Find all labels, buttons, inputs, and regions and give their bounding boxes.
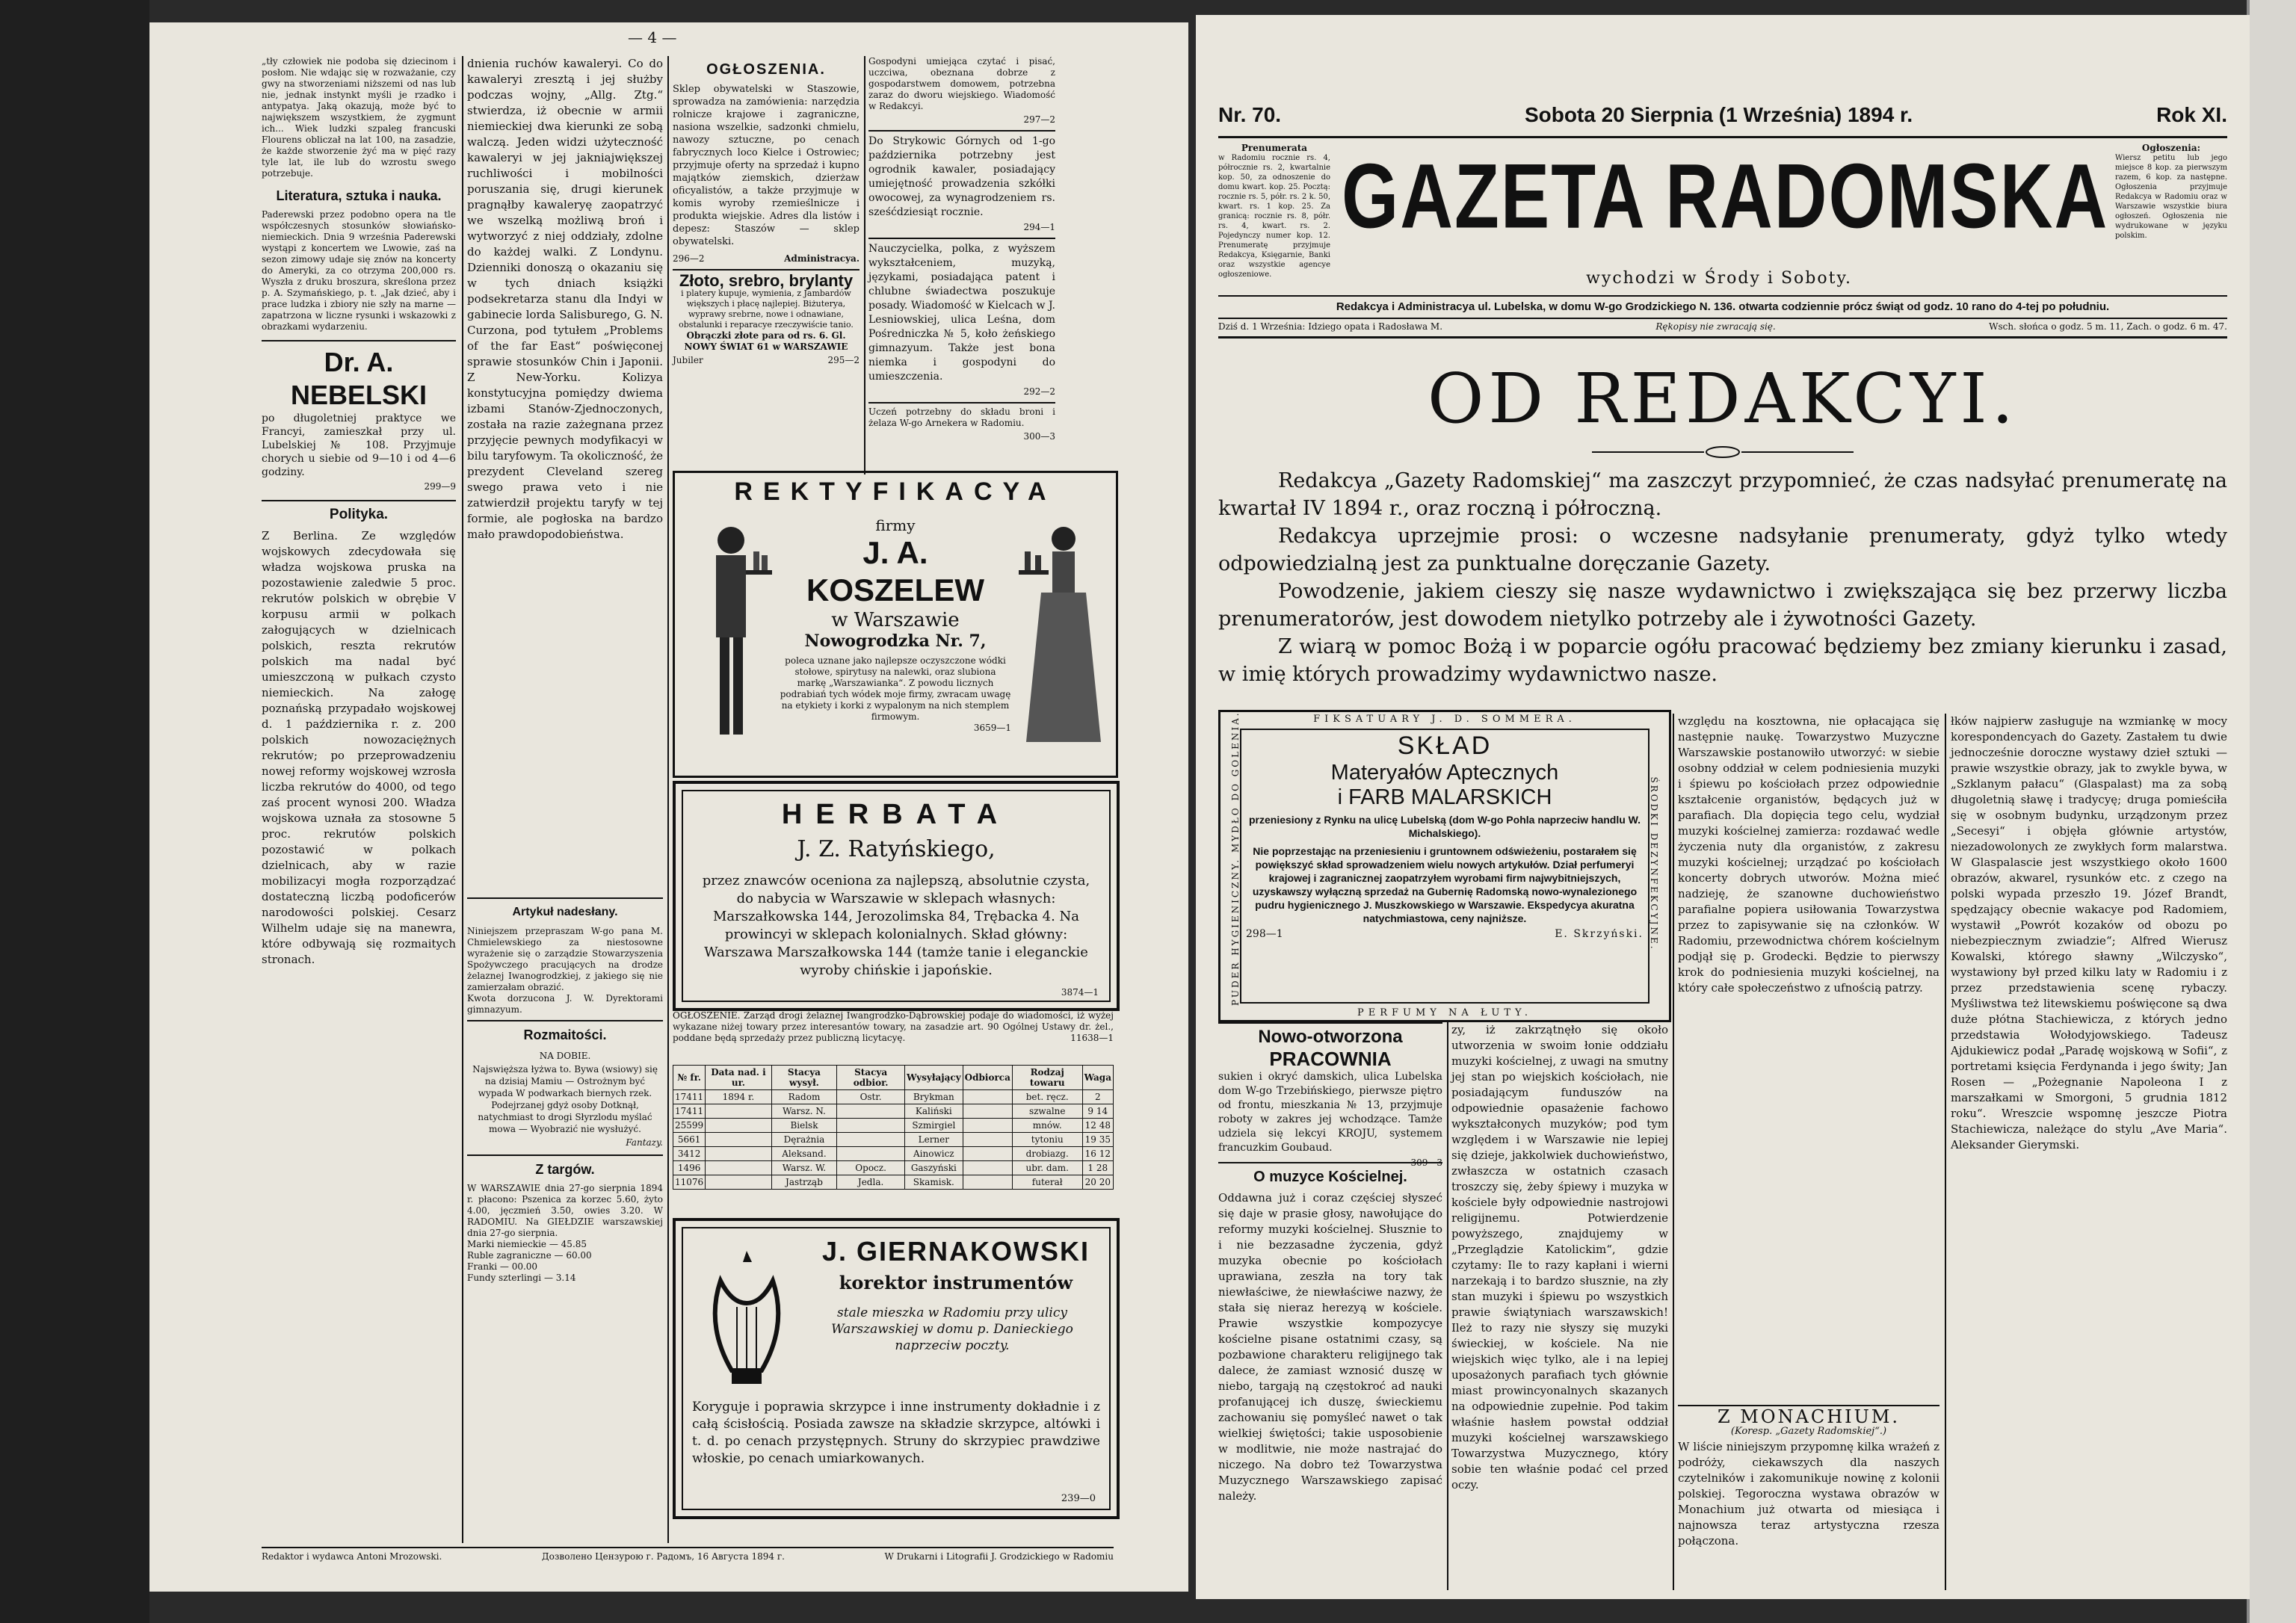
table-cell: bet. ręcz.	[1012, 1090, 1082, 1104]
artykul-sign: Kwota dorzucona J. W. Dyrektorami gimnazyum.	[467, 993, 663, 1015]
waiter-figure-icon	[690, 518, 772, 757]
admin-line: Redakcya i Administracya ul. Lubelska, w domu W-go Grodzickiego N. 136. otwarta codziennie prócz świąt od godz. 10 rano do 4-tej po południu.	[1336, 300, 2110, 313]
sklad-ref: 298—1	[1246, 928, 1283, 940]
table-cell	[963, 1175, 1012, 1190]
muzyka-column-d: względu na kosztowna, nie opłacająca się następnie naukę. Towarzystwo Muzyczne Warszawskie postanowiło utworzyć: w siebie osobny oddział w celem podniesienia muzyki i śpiewu po kościołach przez odpowiednie kształcenie organistów, będących już w parafiach. Dla dopięcia tego celu, wydział muzyki kościelnej zamierza: rozdawać wedle życzenia nuty dla organistów, z zakresu muzyki kościelnej; urządzać po kościołach koncerty dobrych utworów. Można mieć nadzieję, że szanowne duchowieństwo parafialne popiera usiłowania Towarzystwa przez to zapisywanie się na członków. W Radomiu, przewodnictwa chórem kościelnym podjął się p. Grodecki. Będzie to pierwszy krok do podniesienia muzyki kościelnej, na który całe społeczeństwo z ufnością patrzy.	[1678, 714, 1939, 995]
pracownia-text: sukien i okryć damskich, ulica Lubelska dom W-go Trzebińskiego, pierwsze piętro od frontu, mieszkania № 13, przyjmuje roboty w zakres jej wchodzące. Tamże udziela się lekcyi KROJU, systemem francuzkim Goubaud.	[1218, 1071, 1442, 1154]
table-cell: Szmirgiel	[904, 1119, 963, 1133]
table-cell: futerał	[1012, 1175, 1082, 1190]
table-row	[673, 1133, 1114, 1147]
table-cell: Ostr.	[837, 1090, 905, 1104]
table-cell: Dęrażnia	[771, 1133, 837, 1147]
nebelski-ref: 299—9	[424, 481, 456, 492]
table-cell: Warsz. N.	[771, 1104, 837, 1119]
masthead-tagline: wychodzi w Środy i Soboty.	[1586, 269, 1852, 288]
ad-sklep-staszow: Sklep obywatelski w Staszowie, sprowadza na zamówienia: narzędzia rolnicze krajowe i zagraniczne, nasiona wszelkie, sadzonki chmielu, nawozy sztuczne, po cenach fabrycznych loco Kielce i Ostrowiec; przyjmuje oferty na sprzedaż i kupno majątków ziemskich, dzierżaw oficyalistów, a także przyjmuje w komis wyroby rzemieślnicze i produkta wiejskie. Adres dla listów i depesz: Staszów — sklep obywatelski.	[673, 84, 860, 247]
table-row	[673, 1175, 1114, 1190]
ad-zloto-title: Złoto, srebro, brylanty	[679, 271, 854, 290]
table-cell	[963, 1133, 1012, 1147]
ogloszenia-box-text: Wiersz petitu lub jego miejsce 8 kop. za pierwszym razem, 6 kop. za następne. Ogłoszenia przyjmuje Redakcya w Radomiu oraz w Warszawie wszystkie biura ogłoszeń. Ogłoszenia nie wydrukowane w języku polskim.	[2115, 154, 2227, 240]
table-row	[673, 1090, 1114, 1104]
masthead-title: GAZETA RADOMSKA	[1342, 144, 2109, 247]
editorial-text	[1218, 467, 2227, 714]
footer-rule	[262, 1547, 1114, 1548]
footer-censor: Дозволено Цензурою г. Радомъ, 16 Августа 1894 г.	[541, 1551, 785, 1562]
table-cell: Aleksand.	[771, 1147, 837, 1161]
table-cell	[706, 1175, 771, 1190]
editorial-paragraph: Redakcya uprzejmie prosi: o wczesne nadsyłanie prenumeraty, gdyż tylko wtedy odpowiedzialną jest za punktualne doręczanie Gazety.	[1218, 525, 2227, 575]
sklad-bottom-label: PERFUMY NA ŁUTY.	[1357, 1007, 1533, 1018]
targow-text: W WARSZAWIE dnia 27-go sierpnia 1894 r. płacono: Pszenica za korzec 5.60, żyto 4.00, jęczmień 3.50, owies 3.20. W RADOMIU. Na GIEŁDZIE warszawskiej dnia 27-go sierpnia.	[467, 1183, 663, 1238]
page-number: — 4 —	[628, 28, 677, 46]
table-cell	[706, 1147, 771, 1161]
intro-text: „tły człowiek nie podoba się dziecinom i posłom. Nie wdając się w rozważanie, czy gwy na stworzeniami niższemi od nas lub nie, jednak instynkt myśli je rzadko i antypatya. Jaką okazują, może być to największem wszystkiem, że zygmunt ich... Wiek ludzki szpaleg francuski Flourens obliczał na lat 100, na zasadzie, że każde stworzenie żyć ma w pięć razy tyle lat, ile lub do wzrostu swego potrzebuje.	[262, 56, 456, 179]
herbata-title: HERBATA	[781, 799, 1011, 830]
info-sunrise: Wsch. słońca o godz. 5 m. 11, Zach. o godz. 6 m. 47.	[1989, 321, 2227, 332]
price-row: Marki niemieckie — 45.85	[467, 1239, 587, 1249]
railway-notice: OGŁOSZENIE. Zarząd drogi żelaznej Iwangrodzko-Dąbrowskiej podaje do wiadomości, iż wyżej wykazane niżej towary przez interesantów towary, na zasadzie art. 90 Ogólnej Ustawy dr. żel., poddane będą sprzedaży przez publiczną licytacyę. 11638—1	[673, 1010, 1114, 1043]
ornament-divider-icon	[1592, 445, 1854, 460]
table-cell: Skamisk.	[904, 1175, 963, 1190]
monachium-sub: (Koresp. „Gazety Radomskiej“.)	[1730, 1426, 1887, 1437]
ad-strykowice: Do Strykowic Górnych od 1-go października potrzebny jest ogrodnik kawaler, posiadający umiejętność prowadzenia szkółki owocowej, za wynagrodzeniem rs. sześćdziesiąt rocznie.	[868, 135, 1055, 218]
giern-text: Koryguje i poprawia skrzypce i inne instrumenty dokładnie i z całą ścisłością. Posiada zawsze na składzie skrzypce, altówki i t. d. po cenach przystępnych. Struny do skrzypiec prawdziwe włoskie, po cenach umiarkowanych.	[692, 1400, 1100, 1466]
targow-heading: Z targów.	[535, 1162, 595, 1177]
header-rule	[1218, 318, 2227, 319]
sklad-title: SKŁAD	[1397, 732, 1493, 760]
pracownia-title2: PRACOWNIA	[1269, 1048, 1392, 1070]
rozmaitosci-text: Najswięższa łyżwa to. Bywa (wsiowy) się na dzisiaj Mamiu — Ostrożnym być wypada W podwarkach biernych rzek. Podejrzanej gdyż osoby Dotknął, natychmiast to drogi Słyrzlodu myślać mowa — Wyobrazić nie wysłużyć.	[472, 1064, 658, 1134]
table-cell	[963, 1119, 1012, 1133]
price-row: Fundy szterlingi — 3.14	[467, 1273, 576, 1283]
editorial-paragraph: Z wiarą w pomoc Bożą i w poparcie ogółu pracować będziemy bez zmiany kierunku i zasad, w imię których prowadzimy wydawnictwo nasze.	[1218, 635, 2227, 686]
polityka-heading: Polityka.	[329, 507, 389, 522]
table-header: Rodzaj towaru	[1012, 1066, 1082, 1090]
table-cell: 5661	[673, 1133, 706, 1147]
left-column-1	[262, 56, 456, 1543]
herbata-ref: 3874—1	[1061, 987, 1099, 998]
issue-date: Sobota 20 Sierpnia (1 Września) 1894 r.	[1524, 103, 1913, 126]
table-header: Odbiorca	[963, 1066, 1012, 1090]
table-cell: Brykman	[904, 1090, 963, 1104]
table-cell: ubr. dam.	[1012, 1161, 1082, 1175]
artykul-heading: Artykuł nadesłany.	[512, 906, 618, 918]
header-rule	[1218, 136, 2227, 138]
table-cell: Kaliński	[904, 1104, 963, 1119]
table-cell: 3412	[673, 1147, 706, 1161]
table-cell: mnów.	[1012, 1119, 1082, 1133]
newspaper-front-page	[1196, 15, 2250, 1599]
ad-zloto-addr: Obrączki złote para od rs. 6. Gl. NOWY ŚWIAT 61 w WARSZAWIE	[684, 330, 848, 352]
sklad-text: Nie poprzestając na przeniesieniu i gruntownem odświeżeniu, postarałem się powiększyć skład sprowadzeniem wielu nowych artykułów. Dział perfumeryi krajowej i zagranicznej zaopatrzyłem wyrobami firm najwybitniejszych, uzyskawszy wyłączną sprzedaż na Gubernię Radomską nowo-wynalezionego pudru hygienicznego J. Muszkowskiego w Warszawie. Ekspedycya akuratna natychmiastowa, ceny najniższe.	[1252, 845, 1638, 924]
ads-column-b	[868, 56, 1055, 474]
table-cell	[963, 1090, 1012, 1104]
table-cell: 16 12	[1082, 1147, 1113, 1161]
ad-ref: 300—3	[1023, 431, 1055, 442]
table-cell: Bielsk	[771, 1119, 837, 1133]
table-cell	[706, 1104, 771, 1119]
rekt-text: poleca uznane jako najlepsze oczyszczone wódki stołowe, spirytusy na nalewki, oraz slubiona markę „Warszawianka“. Z powodu licznych podrabiań tych wódek moje firmy, zwracam uwagę na etykiety i korki z wypalonym na nich stemplem firmowym.	[780, 655, 1011, 722]
targow-price-list	[467, 1239, 663, 1284]
table-cell	[706, 1119, 771, 1133]
ad-gospodyni: Gospodyni umiejąca czytać i pisać, uczciwa, obeznana dobrze z gospodarstwem domowem, potrzebna zaraz do dworu wiejskiego. Wiadomość w Redakcyi.	[868, 56, 1055, 111]
monachium-article	[1678, 1405, 1939, 1592]
table-cell: tytoniu	[1012, 1133, 1082, 1147]
rozmaitosci-heading: Rozmaitości.	[523, 1027, 607, 1042]
table-cell: 1894 r.	[706, 1090, 771, 1104]
table-cell: szwalne	[1012, 1104, 1082, 1119]
politics-continued: dnienia ruchów kawaleryi. Co do kawaleryi zresztą i jej służby podczas wojny, „Allg. Ztg.“ stwierdza, iż obecnie w armii niemieckiej dwa kierunki ze sobą walczą. Jeden widzi użyteczność kawaleryi w jej jakniajwiększej ruchliwości i mobilności poruszania się, drugi kierunek pragnąłby kawaleryę zaopatrzyć we wszelką możliwą broń i wytworzyć z niej oddziały, zdolne do każdej walki. Z Londynu. Dzienniki donoszą o okazaniu się w tych dniach książki podsekretarza stanu dla Indyi w gabinecie lorda Salisburego, G. N. Curzona, pod tytułem „Problems of the far East“ poświęconej sprawie stosunków Chin i Japonii. Z New-Yorku. Kolizya konstytucyjna pomiędzy dwiema izbami Stanów-Zjednoczonych, została na razie zażegnana przez przyjęcie pewnych modyfikacyi w bilu taryfowym. Ta okoliczność, że prezydent Cleveland szereg swego prawa veto i nie zatwierdził projektu taryfy w tej formie, ale pogłoska na bardzo mało prawdopodobieństwa.	[467, 57, 663, 541]
rekt-ref: 3659—1	[973, 723, 1011, 733]
table-cell	[963, 1161, 1012, 1175]
column-divider	[1447, 1022, 1448, 1590]
prenumerata-text: w Radomiu rocznie rs. 4, półrocznie rs. 2, kwartalnie kop. 50, za odnoszenie do domu kwart. kop. 25. Pocztą: rocznie rs. 5, półr. rs. 2 k. 50, kwart. rs. 1 kop. 25. Za granicą: rocznie rs. 8, półr. rs. 4, kwart. rs. 2. Pojedynczy numer kop. 12. Prenumeratę przyjmuje Redakcya, Księgarnie, Banki oraz wszystkie agencye ogłoszeniowe.	[1218, 154, 1330, 279]
ogloszenia-box	[2115, 143, 2227, 293]
giernakowski-ad	[673, 1218, 1120, 1519]
rekt-city: w Warszawie	[831, 609, 960, 631]
table-row	[673, 1147, 1114, 1161]
table-cell: Radom	[771, 1090, 837, 1104]
editorial-paragraph: Powodzenie, jakiem cieszy się nasze wydawnictwo i zwiększająca się bez przerwy liczba prenumeratorów, jest dowodem nietylko potrzeby ale i żywotności Gazety.	[1218, 580, 2227, 631]
herbata-name: J. Z. Ratyńskiego,	[797, 836, 996, 862]
footer-editor: Redaktor i wydawca Antoni Mrozowski.	[262, 1551, 442, 1562]
table-cell: 19 35	[1082, 1133, 1113, 1147]
railway-table	[673, 1065, 1114, 1190]
ad-ref: 296—2	[673, 253, 705, 264]
rektyfikacya-ad	[673, 471, 1118, 778]
sklad-ad	[1218, 710, 1671, 1022]
table-header: Stacya odbior.	[837, 1066, 905, 1090]
table-cell: Lerner	[904, 1133, 963, 1147]
nebelski-text: po długoletniej praktyce we Francyi, zamieszkał przy ul. Lubelskiej № 108. Przyjmuje chorych u siebie od 9—10 i od 4—6 godziny.	[262, 412, 456, 478]
ad-zloto-sign: Jubiler	[673, 355, 703, 365]
info-saint-day: Dziś d. 1 Września: Idziego opata i Radosława M.	[1218, 321, 1443, 332]
lyre-icon	[706, 1251, 788, 1393]
column-divider	[864, 56, 865, 474]
ad-ref: 294—1	[1023, 222, 1055, 232]
info-line	[1218, 321, 2227, 332]
ad-admin: Administracya.	[784, 253, 860, 264]
table-cell: 9 14	[1082, 1104, 1113, 1119]
prenumerata-title: Prenumerata	[1241, 143, 1308, 153]
column-divider	[462, 56, 463, 1543]
column-divider	[1945, 714, 1946, 1590]
monachium-continued: łków najpierw zasługuje na wzmiankę w mocy korespondencyach do Gazety. Zastałem tu dwie jednocześnie doroczne wystawy dzieł sztuki — prawie wszystkie obrazy, jak to zwykle bywa, w „Szklanym pałacu“ (Glaspalast) ma za sobą długoletnią sławę i tradycyę; druga pomieściła się w osobnym budynku, urządzonym przez „Secesyi“ i objęła głównie artystów, niezadowolonych ze zwykłych form malarstwa. W Glaspalascie jest wszystkiego około 1600 obrazów, akwarel, rysunków etc. z czego na polski wypada przeszło 19. Józef Brandt, spędzający obecnie wakacye pod Radomiem, wystawił „Powrót kozaków od obozu po niebezpiecznym zwiadzie“; Alfred Wierusz Kowalski, którego sławny „Wilczysko“, wystawiony był przed kilku laty w Radomiu i z przez przedstawienia scenę rybaczy. Myśliwstwa też litewskiemu poświęcone są dwa duże płótna Stachiewicza, z których jedno przedstawia Wołodyjowskiego. Tadeusz Ajdukiewicz podał „Paradę wojskową w Sofii“, z portretami księcia Ferdynanda i jego świty; Jan Rosen — „Pożegnanie Napoleona I z marszałkami w Smorgoni, 5 grudnia 1812 roku“. Wreszcie wspomnę jeszcze Piotra Stachiewicza, należące do stylu „Ave Maria“. Aleksander Gierymski.	[1951, 714, 2227, 1151]
table-cell: Jedla.	[837, 1175, 905, 1190]
sklad-sub1: Materyałów Aptecznych	[1330, 761, 1559, 785]
sklad-moved: przeniesiony z Rynku na ulicę Lubelską (dom W-go Pohla naprzeciw handlu W. Michalskiego).	[1248, 814, 1641, 839]
giern-intro: stale mieszka w Radomiu przy ulicy Warszawskiej w domu p. Danieckiego naprzeciw poczty.	[831, 1305, 1073, 1353]
price-row: Ruble zagraniczne — 60.00	[467, 1250, 592, 1261]
table-header: Waga	[1082, 1066, 1113, 1090]
railway-notice-ref: 11638—1	[1070, 1033, 1114, 1043]
herbata-text: przez znawców oceniona za najlepszą, absolutnie czysta, do nabycia w Warszawie w sklepach własnych: Marszałkowska 144, Jerozolimska 84, Trębacka 4. Na prowincyi w sklepach kolonialnych. Skład główny: Warszawa Marszałkowska 144 (tamże tanie i eleganckie wyroby chińskie i japońskie.	[702, 873, 1090, 978]
pracownia-title1: Nowo-otworzona	[1258, 1027, 1403, 1047]
ad-uczen: Uczeń potrzebny do składu broni i żelaza W-go Arnekera w Radomiu.	[868, 406, 1055, 428]
literatura-heading: Literatura, sztuka i nauka.	[276, 188, 442, 203]
issue-number: Nr. 70.	[1218, 103, 1282, 126]
table-cell: Jastrząb	[771, 1175, 837, 1190]
left-column-2	[467, 56, 663, 1543]
ad-zloto-ref: 295—2	[827, 355, 860, 365]
ad-ref: 292—2	[1023, 386, 1055, 397]
scan-left-edge	[0, 0, 149, 1623]
table-cell	[706, 1161, 771, 1175]
table-cell: 2	[1082, 1090, 1113, 1104]
table-cell: 20 20	[1082, 1175, 1113, 1190]
pracownia-ad	[1218, 1022, 1442, 1168]
rozmaitosci-sign: Fantazy.	[626, 1137, 663, 1148]
scan-right-edge	[2247, 0, 2296, 1623]
table-cell: 1496	[673, 1161, 706, 1175]
muzyka-article	[1218, 1162, 1442, 1588]
muzyka-heading: O muzyce Kościelnej.	[1253, 1169, 1407, 1185]
newspaper-page-4	[149, 22, 1188, 1592]
rekt-name: J. A. KOSZELEW	[806, 535, 984, 608]
table-cell	[963, 1104, 1012, 1119]
issue-year: Rok XI.	[2156, 103, 2227, 126]
monachium-heading: Z MONACHIUM.	[1717, 1406, 1901, 1427]
literatura-text: Paderewski przez podobno opera na tle współczesnych stosunków słowiańsko-niemieckich. Dnia 9 września Paderewski wystąpi z koncertem we Lwowie, zaś na sezon zimowy udaje się znów na koncerty do Ameryki, za co otrzyma 200,000 rs. Wyszła z druku broszura, skreślona przez p. A. Szymańskiego, p. t. „Jak dzieć, aby i prace ludzka i zbiory nie szły na marne — zapatrzona w liczne rysunki i wskazowki z obrazkami wydarzeniu.	[262, 209, 456, 332]
rekt-body	[780, 516, 1011, 733]
table-cell: 12 48	[1082, 1119, 1113, 1133]
sklad-right-label: ŚRODKI DEZYNFEKCYJNE.	[1649, 776, 1659, 951]
monachium-text: W liście niniejszym przypomnę kilka wrażeń z podróży, ciekawszych dla naszych czytelników i zakomunikuje nowinę z kolonii polskiej. Tegoroczna wystawa obrazów w Monachium już otwarta od miesiąca i najnowsza teraz artystyczna rzesza połączona.	[1678, 1440, 1939, 1548]
table-cell: 1 28	[1082, 1161, 1113, 1175]
table-cell: 17411	[673, 1090, 706, 1104]
rekt-firmy: firmy	[875, 516, 916, 534]
nebelski-name: Dr. A. NEBELSKI	[290, 347, 428, 410]
herbata-ad	[673, 781, 1120, 1011]
woman-figure-icon	[1019, 518, 1108, 757]
header-rule	[1218, 336, 2227, 338]
footer-printer: W Drukarni i Litografii J. Grodzickiego w Radomiu	[884, 1551, 1114, 1562]
polityka-text: Z Berlina. Ze względów wojskowych zdecydowała się władza wojskowa pruska na pozostawienie zaledwie 5 proc. rekrutów polskich w obrębie V korpusu armii w polkach załogujących w dzielnicach polskich, reszta rekrutów polskich ma nadal być umieszczoną w pułkach czysto niemieckich. Na załogę poznańską przypadało wojskowej d. 1 października r. z. 200 polskich nowozaciężnych rekrutów; po przeprowadzeniu nowej reformy wojskowej wzrosła liczba rekrutów do 4000, od tego zaś procent wynosi 200. Władza wojskowa uznała za stosowne 5 proc. rekrutów polskich pozostawić w polkach dzielnicach, aby w razie mobilizacyi mogła rozporządzać dostateczną liczbą podoficerów narodowości polskiej. Cesarz Wilhelm udaje się na manewra, które odbywają się rozmaitych stronach.	[262, 529, 456, 966]
rozmaitosci-sub: NA DOBIE.	[539, 1051, 591, 1061]
prenumerata-box	[1218, 143, 1330, 293]
table-row	[673, 1161, 1114, 1175]
sklad-sub2: i FARB MALARSKICH	[1337, 785, 1552, 809]
footer	[262, 1551, 1114, 1562]
table-cell: 25599	[673, 1119, 706, 1133]
table-header: Wysyłający	[904, 1066, 963, 1090]
editorial-paragraph: Redakcya „Gazety Radomskiej“ ma zaszczyt przypomnieć, że czas nadsyłać prenumeratę na kwartał IV 1894 r., oraz roczną i półroczną.	[1218, 469, 2227, 520]
table-cell: 11076	[673, 1175, 706, 1190]
sklad-body	[1246, 732, 1644, 940]
ad-nauczycielka: Nauczycielka, polka, z wyższem wykształceniem, muzyką, językami, posiadająca patent i chlubne świadectwa poszukuje posady. Wiadomość w Kielcach w J. Lesniowskiej, ulica Leśna, dom Pośredniczka № 5, koło żeńskiego gimnazyum. Także jest bona niemka i gospodyni do umieszczenia.	[868, 243, 1055, 383]
table-cell: Opocz.	[837, 1161, 905, 1175]
ogloszenia-heading: OGŁOSZENIA.	[706, 61, 826, 78]
giern-name: J. GIERNAKOWSKI	[821, 1236, 1090, 1267]
rekt-addr: Nowogrodzka Nr. 7,	[804, 631, 987, 651]
editorial-headline: OD REDAKCYI.	[1427, 359, 2019, 439]
column-divider	[667, 56, 669, 1543]
price-row: Franki — 00.00	[467, 1261, 538, 1272]
artykul-text: Niniejszem przepraszam W-go pana M. Chmielewskiego za niestosowne wyrażenie się o zarządzie Stowarzyszenia Spożywczego pracujących na drodze żelaznej Iwanogrodzkiej, z jakiego się nie zamierzałam obrazić.	[467, 926, 663, 992]
ads-column-a	[673, 56, 860, 474]
sklad-left-label: PUDER HYGIENICZNY. MYDŁO DO GOLENIA.	[1230, 711, 1241, 1006]
pracownia-ref: 309—3	[1410, 1157, 1442, 1168]
table-cell: Warsz. W.	[771, 1161, 837, 1175]
table-row	[673, 1119, 1114, 1133]
issue-header	[1218, 103, 2227, 127]
ogloszenia-box-title: Ogłoszenia:	[2141, 143, 2201, 153]
table-cell: drobiazg.	[1012, 1147, 1082, 1161]
table-cell	[837, 1147, 905, 1161]
sklad-top-label: FIKSATUARY J. D. SOMMERA.	[1313, 714, 1576, 725]
table-header: Data nad. i ur.	[706, 1066, 771, 1090]
info-manuscripts: Rękopisy nie zwracają się.	[1655, 321, 1776, 332]
header-rule	[1218, 295, 2227, 297]
giern-sub: korektor instrumentów	[839, 1272, 1073, 1293]
sklad-sign: E. Skrzyński.	[1555, 928, 1644, 940]
table-cell	[963, 1147, 1012, 1161]
table-cell	[706, 1133, 771, 1147]
table-header: Stacya wysył.	[771, 1066, 837, 1090]
table-cell	[837, 1133, 905, 1147]
table-row	[673, 1104, 1114, 1119]
ad-ref: 297—2	[1023, 114, 1055, 125]
table-cell	[837, 1119, 905, 1133]
table-cell	[837, 1104, 905, 1119]
table-cell: Gaszyński	[904, 1161, 963, 1175]
rekt-title: REKTYFIKACYA	[734, 477, 1057, 506]
column-divider	[1673, 714, 1674, 1590]
muzyka-continued: zy, iż zakrzątnęło się około utworzenia w swoim łonie oddziału muzyki kościelnej, z uwagi na smutny jej stan po wiejskich kościołach, nie posiadającym funduszów na odpowiednie opasażenie fachowo wykształconych muzyków; pod tym względem i w Warszawie nie lepiej się dzieje, jakkolwiek duchowieństwo, zwłaszcza w ostatnich czasach troszczy się, żeby śpiewy i muzyka w kościele były odpowiednie nastrojowi religijnemu. Potwierdzenie powyższego, znajdujemy w „Przeglądzie Katolickim“, gdzie czytamy: Ile to razy kapłani i wierni narzekają i to bardzo słusznie, na zły stan muzyki i śpiewu po wszystkich prawie świątyniach warszawskich! Ileż to razy nie słyszy się muzyki świeckiej, w kościele. Na nie wiejskich więc tylko, ale i na lepiej uposażonych parafiach tych głównie miast prowincyonalnych skazanych na odpowiednie zupełnie. Pod takim właśnie hasłem powstał oddział muzyki kościelnej warszawskiego Towarzystwa Muzycznego, który sobie ten właśnie podać cel przed oczy.	[1451, 1023, 1668, 1491]
table-cell: Ainowicz	[904, 1147, 963, 1161]
giern-ref: 239—0	[1061, 1493, 1096, 1504]
table-cell: 17411	[673, 1104, 706, 1119]
ad-zloto-text: i platery kupuje, wymienia, z Jambardów większych i płacę najlepiej. Biżuterya, wyprawy srebrne, nowe i odnawiane, obstalunki i reparacye rzeczywiście tanio.	[679, 288, 854, 330]
muzyka-text: Oddawna już i coraz częściej słyszeć się daje w prasie głosy, nawołujące do reformy muzyki kościelnej. Słusznie to i nie bezzasadne życzenia, gdyż muzyka obecnie po kościołach uprawiana, zeszła na tory tak niewłaściwe, że niewłaściwe nazwy, że stała się nieraz herezyą w kościele. Prawie wszystkie kompozycye kościelne pisane ostatnimi czasy, są pozbawione charakteru religijnego tak dalece, że zamiast wznosić duszę w niebo, targają ną częstokroć ad nauki profanującej ich duszę, świeckiemu zachowaniu się pomyśleć nawet o tak wielkiej świętości; takie usposobienie w modlitwie, nie może nastrajać do niczego. Na dobro też Towarzystwa Muzycznego Warszawskiego zapisać należy.	[1218, 1191, 1442, 1503]
table-header: № fr.	[673, 1066, 706, 1090]
